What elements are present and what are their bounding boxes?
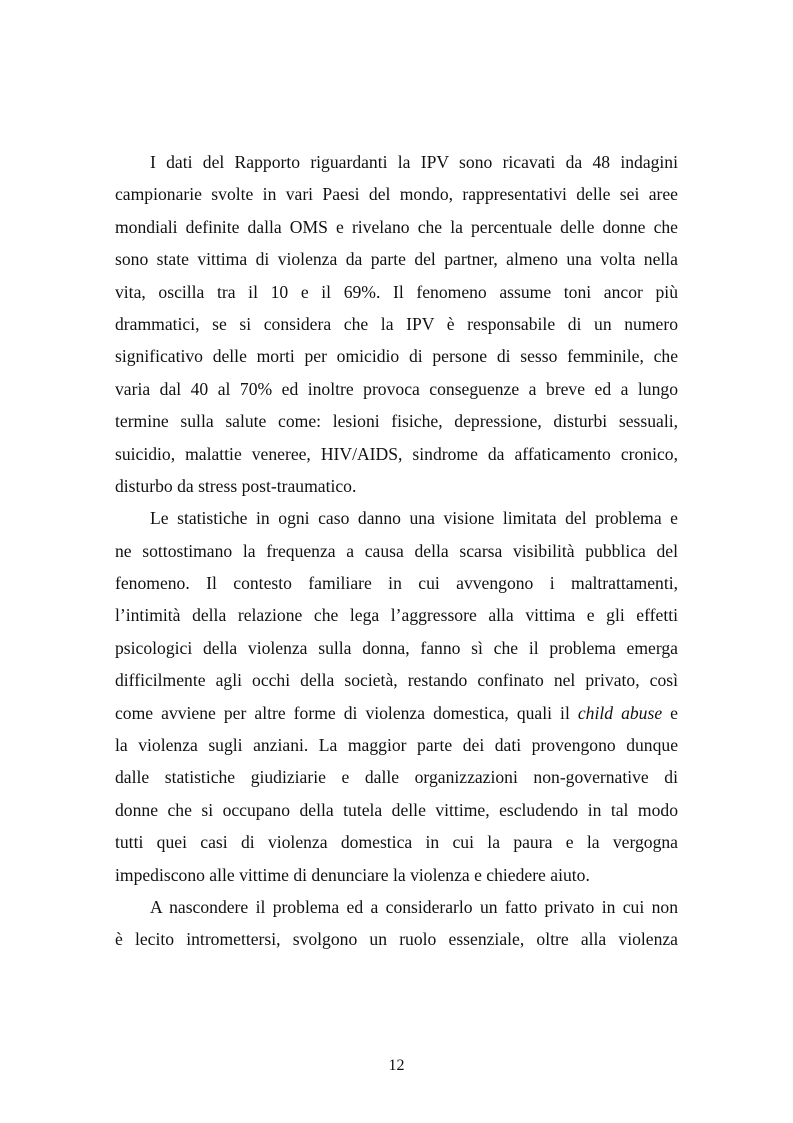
paragraph-3-line-2: è lecito intromettersi, svolgono un ruolo essenziale, oltre alla violenza [115,929,678,950]
paragraph-2-line-2: ne sottostimano la frequenza a causa della scarsa visibilità pubblica del [115,540,678,561]
line-text-after-italic: e [662,702,678,723]
paragraph-1-line-3: mondiali definite dalla OMS e rivelano che la percentuale delle donne che [115,216,678,237]
paragraph-1-line-8: varia dal 40 al 70% ed inoltre provoca conseguenze a breve ed a lungo [115,378,678,399]
paragraph-2-line-3: fenomeno. Il contesto familiare in cui avvengono i maltrattamenti, [115,573,678,594]
paragraph-1-line-6: drammatici, se si considera che la IPV è responsabile di un numero [115,313,678,334]
paragraph-2-line-12: impediscono alle vittime di denunciare la violenza e chiedere aiuto. [115,864,590,885]
paragraph-2-line-10: donne che si occupano della tutela delle vittime, escludendo in tal modo [115,799,678,820]
paragraph-1-line-4: sono state vittima di violenza da parte del partner, almeno una volta nella [115,249,678,270]
paragraph-1-line-11: disturbo da stress post-traumatico. [115,475,357,496]
line-text-before-italic: come avviene per altre forme di violenza domestica, quali il [115,702,578,723]
paragraph-3-line-1: A nascondere il problema ed a considerarlo un fatto privato in cui non [150,896,678,917]
paragraph-2-line-5: psicologici della violenza sulla donna, fanno sì che il problema emerga [115,637,678,658]
paragraph-2-line-8: la violenza sugli anziani. La maggior parte dei dati provengono dunque [115,735,678,756]
paragraph-1-line-9: termine sulla salute come: lesioni fisiche, depressione, disturbi sessuali, [115,411,678,432]
paragraph-2-line-6: difficilmente agli occhi della società, restando confinato nel privato, così [115,670,678,691]
paragraph-2-line-7 [115,697,678,729]
paragraph-1-line-10: suicidio, malattie veneree, HIV/AIDS, sindrome da affaticamento cronico, [115,443,678,464]
body-text [115,146,678,956]
paragraph-2-line-1: Le statistiche in ogni caso danno una visione limitata del problema e [150,508,678,529]
paragraph-2-line-11: tutti quei casi di violenza domestica in cui la paura e la vergogna [115,832,678,853]
paragraph-2-line-9: dalle statistiche giudiziarie e dalle organizzazioni non-governative di [115,767,678,788]
paragraph-1-line-5: vita, oscilla tra il 10 e il 69%. Il fenomeno assume toni ancor più [115,281,678,302]
paragraph-1-line-1: I dati del Rapporto riguardanti la IPV sono ricavati da 48 indagini [150,152,678,172]
italic-term: child abuse [577,702,663,723]
paragraph-1-line-7: significativo delle morti per omicidio di persone di sesso femminile, che [115,346,678,367]
paragraph-2-line-4: l’intimità della relazione che lega l’aggressore alla vittima e gli effetti [115,605,678,626]
page-number: 12 [388,1057,405,1074]
paragraph-1-line-2: campionarie svolte in vari Paesi del mondo, rappresentativi delle sei aree [115,184,678,205]
